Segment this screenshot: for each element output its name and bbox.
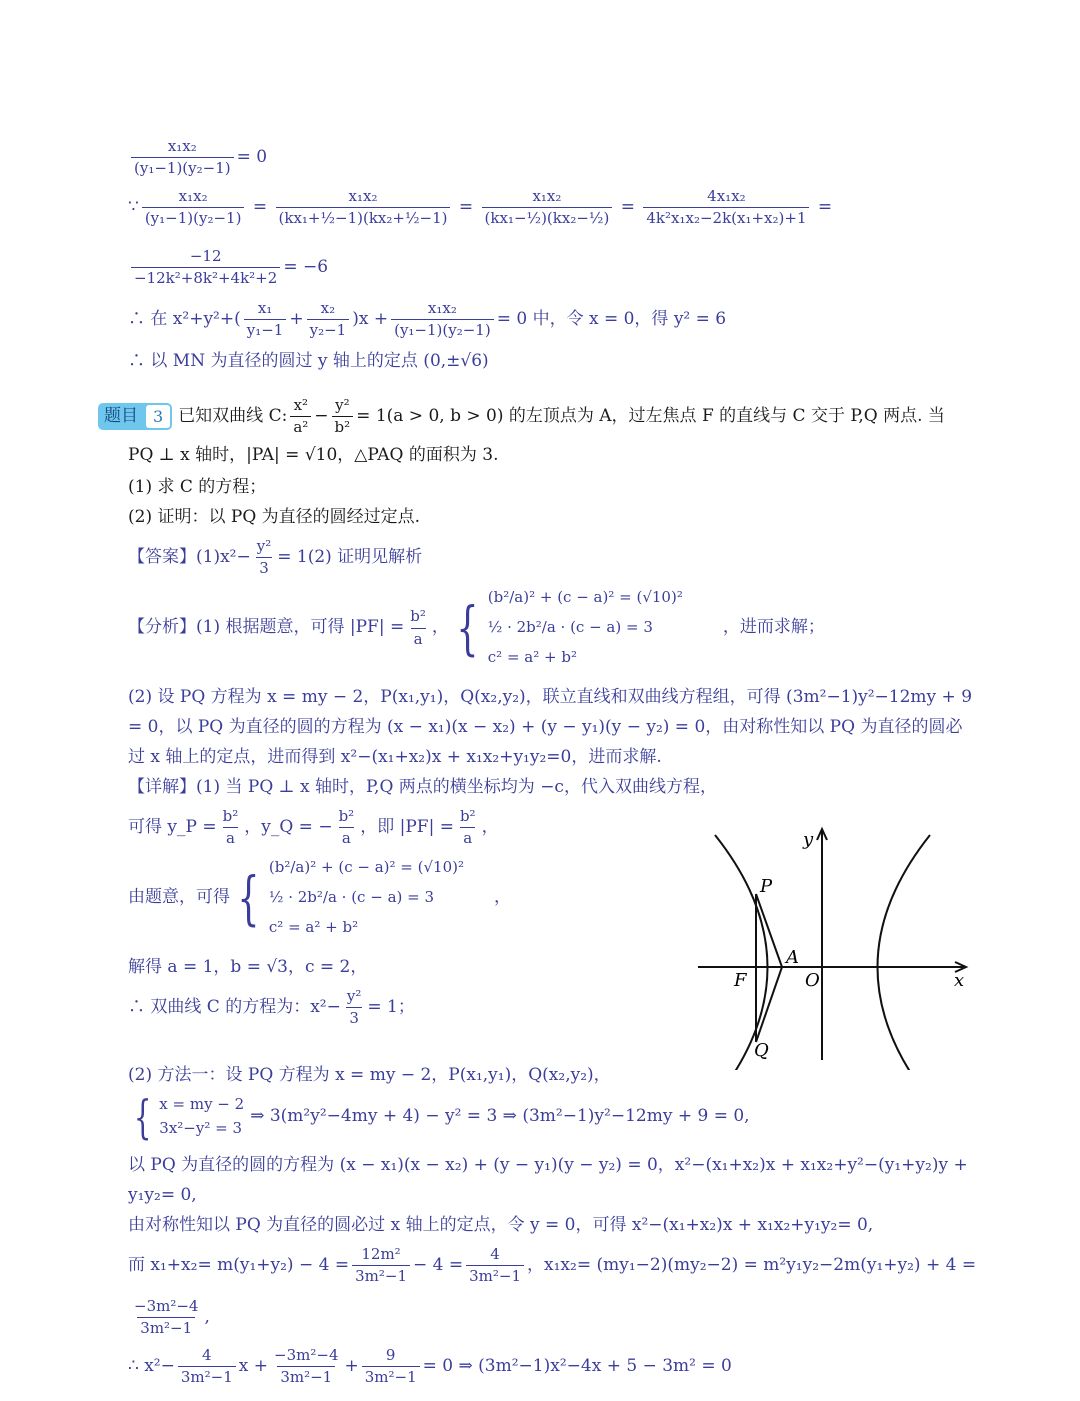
denominator: b² (332, 416, 354, 436)
numerator: −12 (189, 247, 222, 265)
text: ，x₁x₂= (my₁−2)(my₂−2) = m²y₁y₂−2m(y₁+y₂) + 4 = (527, 1254, 977, 1275)
fraction (407, 608, 429, 648)
system-row: 3x²−y² = 3 (159, 1119, 243, 1138)
text: ， (493, 887, 511, 908)
text: ∴ 在 x²+y²+( (128, 308, 241, 329)
system-row: c² = a² + b² (268, 918, 359, 937)
text: ， (481, 816, 499, 837)
numerator: 12m² (361, 1245, 401, 1263)
text: 而 x₁+x₂= m(y₁+y₂) − 4 = (128, 1254, 350, 1275)
denominator: (y₁−1)(y₂−1) (131, 157, 234, 177)
badge-number: 3 (146, 405, 170, 428)
solution-line-4: ∴ 在 x²+y²+( $\frac{\text{x₁}}{\text{y₁−1}}$ + $\frac{\text{x₂}}{\text{y₂−1}}$ )x + $\frac{\text{x₁x₂}}{\text{(y₁−1)(y₂−1)}}$ = 0 中，令 x = 0，得 y² = 6 (128, 299, 727, 340)
text: − (314, 405, 329, 426)
denominator: 3m²−1 (466, 1265, 524, 1285)
fraction (254, 538, 275, 578)
denominator: a (223, 827, 238, 847)
brace: { (133, 1090, 152, 1144)
analysis-line-3 (128, 718, 962, 738)
analysis-line-4 (128, 748, 662, 768)
denominator: 3 (346, 1007, 362, 1027)
fraction (466, 1246, 524, 1286)
equation-rhs: = −6 (283, 256, 329, 277)
fraction (391, 300, 494, 340)
text: 以 PQ 为直径的圆的方程为 (x − x₁)(x − x₂) + (y − y₁)(y − y₂) = 0，x²−(x₁+x₂)x + x₁x₂+y²−(y₁+y₂)y + (128, 1155, 968, 1175)
text: 【答案】(1)x²− (128, 546, 251, 567)
answer-line (128, 538, 422, 578)
numerator: x₁x₂ (178, 187, 208, 205)
denominator: 3m²−1 (277, 1366, 335, 1386)
detail-method-line-1 (128, 1066, 611, 1086)
fraction (482, 188, 613, 228)
solution-line-1 (128, 138, 267, 178)
numerator: x₁ (257, 299, 273, 317)
hyperbola-right-branch (878, 835, 931, 1070)
text: = 0 ⇒ (3m²−1)x²−4x + 5 − 3m² = 0 (422, 1355, 732, 1376)
text: = 0，以 PQ 为直径的圆的方程为 (x − x₁)(x − x₂) + (y − y₁)(y − y₂) = 0，由对称性知以 PQ 为直径的圆必 (128, 717, 963, 737)
text: y₁y₂= 0, (128, 1185, 197, 1205)
denominator: 3m²−1 (362, 1366, 420, 1386)
detail-method-line-3 (128, 1156, 968, 1176)
fraction (457, 808, 479, 848)
numerator: x₂ (320, 299, 336, 317)
badge-label: 题目 (104, 405, 138, 426)
numerator: −3m²−4 (274, 1346, 339, 1364)
numerator: 4 (490, 1245, 500, 1263)
system-row: ½ · 2b²/a · (c − a) = 3 (268, 888, 435, 907)
label-f: F (734, 970, 747, 991)
equation-system (269, 855, 464, 941)
system-row: c² = a² + b² (487, 648, 577, 667)
numerator: b² (338, 807, 355, 825)
numerator: b² (459, 807, 476, 825)
numerator: 4 (202, 1346, 212, 1364)
denominator: y₁−1 (244, 319, 287, 339)
text: 【分析】(1) 根据题意，可得 |PF| = (128, 617, 405, 638)
denominator: 3m²−1 (178, 1366, 236, 1386)
hyperbola-figure (690, 820, 980, 1070)
label-x: x (954, 970, 965, 991)
text: ，y_Q = − (244, 816, 333, 837)
numerator: y² (335, 396, 350, 414)
label-o: O (805, 970, 820, 991)
text: 可得 y_P = (128, 816, 217, 837)
detail-line-2 (128, 808, 499, 848)
denominator: 4k²x₁x₂−2k(x₁+x₂)+1 (643, 207, 809, 227)
detail-method-line-2 (128, 1090, 750, 1144)
numerator: y² (346, 987, 362, 1005)
denominator: 3m²−1 (352, 1265, 410, 1285)
fraction (142, 188, 245, 228)
numerator: x₁x₂ (532, 187, 562, 205)
fraction (307, 300, 350, 340)
text: = 0 中，令 x = 0，得 y² = 6 (496, 308, 727, 329)
segment-pa (756, 894, 782, 967)
denominator: −12k²+8k²+4k²+2 (131, 267, 280, 287)
numerator: x² (293, 396, 309, 414)
hyperbola-left-branch (715, 835, 768, 1070)
problem-question-1 (128, 478, 266, 498)
because-symbol: ∵ (128, 196, 139, 217)
text: + (344, 1355, 359, 1376)
denominator: a (411, 628, 426, 648)
text: = 1； (367, 996, 415, 1017)
system-row: (b²/a)² + (c − a)² = (√10)² (487, 588, 683, 607)
text: = 1(2) 证明见解析 (277, 546, 423, 567)
detail-method-line-6 (128, 1246, 976, 1286)
detail-line-1 (128, 778, 717, 798)
fraction (131, 138, 234, 178)
equation-system (488, 585, 683, 671)
numerator: −3m²−4 (134, 1297, 199, 1315)
text: ∴ 以 MN 为直径的圆过 y 轴上的定点 (0,±√6) (128, 351, 489, 371)
fraction (276, 188, 451, 228)
equation-system (159, 1094, 244, 1140)
denominator: (y₁−1)(y₂−1) (142, 207, 245, 227)
denominator: (y₁−1)(y₂−1) (391, 319, 494, 339)
numerator: x₁x₂ (167, 137, 197, 155)
solution-line-2: ∵ $\frac{\text{x₁x₂}}{\text{(y₁−1)(y₂−1)}}$ = $\frac{\text{x₁x₂}}{\text{(kx₁+½−1)(kx₂+½−1)}}$ = $\frac{\text{x₁x₂}}{\text{(kx₁−½)(kx₂−½)}}$ = $\frac{\text{4x₁x₂}}{\text{4k²x₁x₂−2k(x₁+x₂)+1}}$ = (128, 187, 833, 228)
fraction (131, 248, 280, 288)
text: , (204, 1306, 210, 1327)
fraction (352, 1246, 410, 1286)
detail-method-line-8 (128, 1347, 732, 1387)
brace: { (456, 594, 479, 662)
numerator: x₁x₂ (427, 299, 457, 317)
fraction (643, 188, 809, 228)
denominator: y₂−1 (307, 319, 350, 339)
text: ⇒ 3(m²y²−4my + 4) − y² = 3 ⇒ (3m²−1)y²−12my + 9 = 0, (250, 1106, 750, 1127)
text: = 1(a > 0, b > 0) 的左顶点为 A，过左焦点 F 的直线与 C 交于 P,Q 两点. 当 (356, 405, 945, 426)
fraction (131, 1298, 201, 1338)
text: ，即 |PF| = (360, 816, 454, 837)
denominator: (kx₁+½−1)(kx₂+½−1) (276, 207, 451, 227)
denominator: 3 (256, 557, 272, 577)
denominator: a² (290, 416, 311, 436)
label-y: y (803, 829, 814, 850)
detail-line-3 (128, 855, 511, 941)
brace: { (237, 864, 260, 932)
fraction (344, 988, 365, 1028)
analysis-line-2 (128, 688, 972, 708)
problem-stem-line-2 (128, 446, 498, 466)
numerator: 4x₁x₂ (707, 187, 746, 205)
label-a: A (786, 947, 799, 968)
label-p: P (760, 876, 773, 897)
text: 解得 a = 1，b = √3，c = 2， (128, 957, 368, 977)
text: )x + (352, 308, 389, 329)
numerator: 9 (385, 1346, 396, 1364)
numerator: b² (222, 807, 239, 825)
text: 过 x 轴上的定点，进而得到 x²−(x₁+x₂)x + x₁x₂+y₁y₂=0，进而求解. (128, 747, 662, 767)
denominator: 3m²−1 (137, 1317, 195, 1337)
text: 由对称性知以 PQ 为直径的圆必过 x 轴上的定点，令 y = 0，可得 x²−(x₁+x₂)x + x₁x₂+y₁y₂= 0, (128, 1215, 874, 1235)
detail-method-line-4 (128, 1186, 197, 1206)
denominator: a (339, 827, 354, 847)
label-q: Q (754, 1040, 769, 1061)
denominator: a (460, 827, 475, 847)
system-row: ½ · 2b²/a · (c − a) = 3 (487, 618, 653, 637)
problem-question-2 (128, 508, 420, 528)
text: ∴ 双曲线 C 的方程为：x²− (128, 996, 341, 1017)
fraction (290, 397, 311, 437)
denominator: (kx₁−½)(kx₂−½) (482, 207, 613, 227)
text: (2) 证明：以 PQ 为直径的圆经过定点. (128, 507, 421, 527)
problem-badge (98, 403, 172, 430)
text: (1) 求 C 的方程； (128, 477, 267, 497)
system-row: (b²/a)² + (c − a)² = (√10)² (268, 858, 464, 877)
fraction (336, 808, 358, 848)
text: (2) 方法一：设 PQ 方程为 x = my − 2，P(x₁,y₁)，Q(x₂,y₂)， (128, 1065, 611, 1085)
solution-line-3 (128, 248, 328, 288)
fraction (362, 1347, 420, 1387)
fraction (244, 300, 287, 340)
equation-rhs: = 0 (236, 146, 268, 167)
numerator: y² (256, 537, 272, 555)
text: (2) 设 PQ 方程为 x = my − 2，P(x₁,y₁)，Q(x₂,y₂)，联立直线和双曲线方程组，可得 (3m²−1)y²−12my + 9 (128, 687, 973, 707)
detail-line-4 (128, 958, 367, 978)
text: 已知双曲线 C: (178, 405, 288, 426)
text: ∴ x²− (128, 1355, 175, 1376)
detail-line-5 (128, 988, 415, 1028)
text: 由题意，可得 (128, 887, 230, 908)
segment-aq (756, 967, 782, 1042)
detail-method-line-7 (128, 1298, 210, 1338)
text: − 4 = (413, 1254, 464, 1275)
detail-method-line-5 (128, 1216, 873, 1236)
system-row: x = my − 2 (159, 1095, 245, 1114)
problem-stem-line-1 (98, 397, 945, 437)
text: ， (431, 617, 449, 638)
text: ，进而求解； (722, 617, 825, 638)
fraction (178, 1347, 236, 1387)
text: 【详解】(1) 当 PQ ⊥ x 轴时，P,Q 两点的横坐标均为 −c，代入双曲线方程， (128, 777, 717, 797)
fraction (220, 808, 242, 848)
numerator: x₁x₂ (348, 187, 378, 205)
fraction (332, 397, 354, 437)
analysis-line-1 (128, 585, 825, 671)
solution-line-5 (128, 352, 489, 372)
text: x + (238, 1355, 269, 1376)
numerator: b² (410, 607, 426, 626)
text: PQ ⊥ x 轴时，|PA| = √10，△PAQ 的面积为 3. (128, 445, 499, 465)
fraction (271, 1347, 341, 1387)
